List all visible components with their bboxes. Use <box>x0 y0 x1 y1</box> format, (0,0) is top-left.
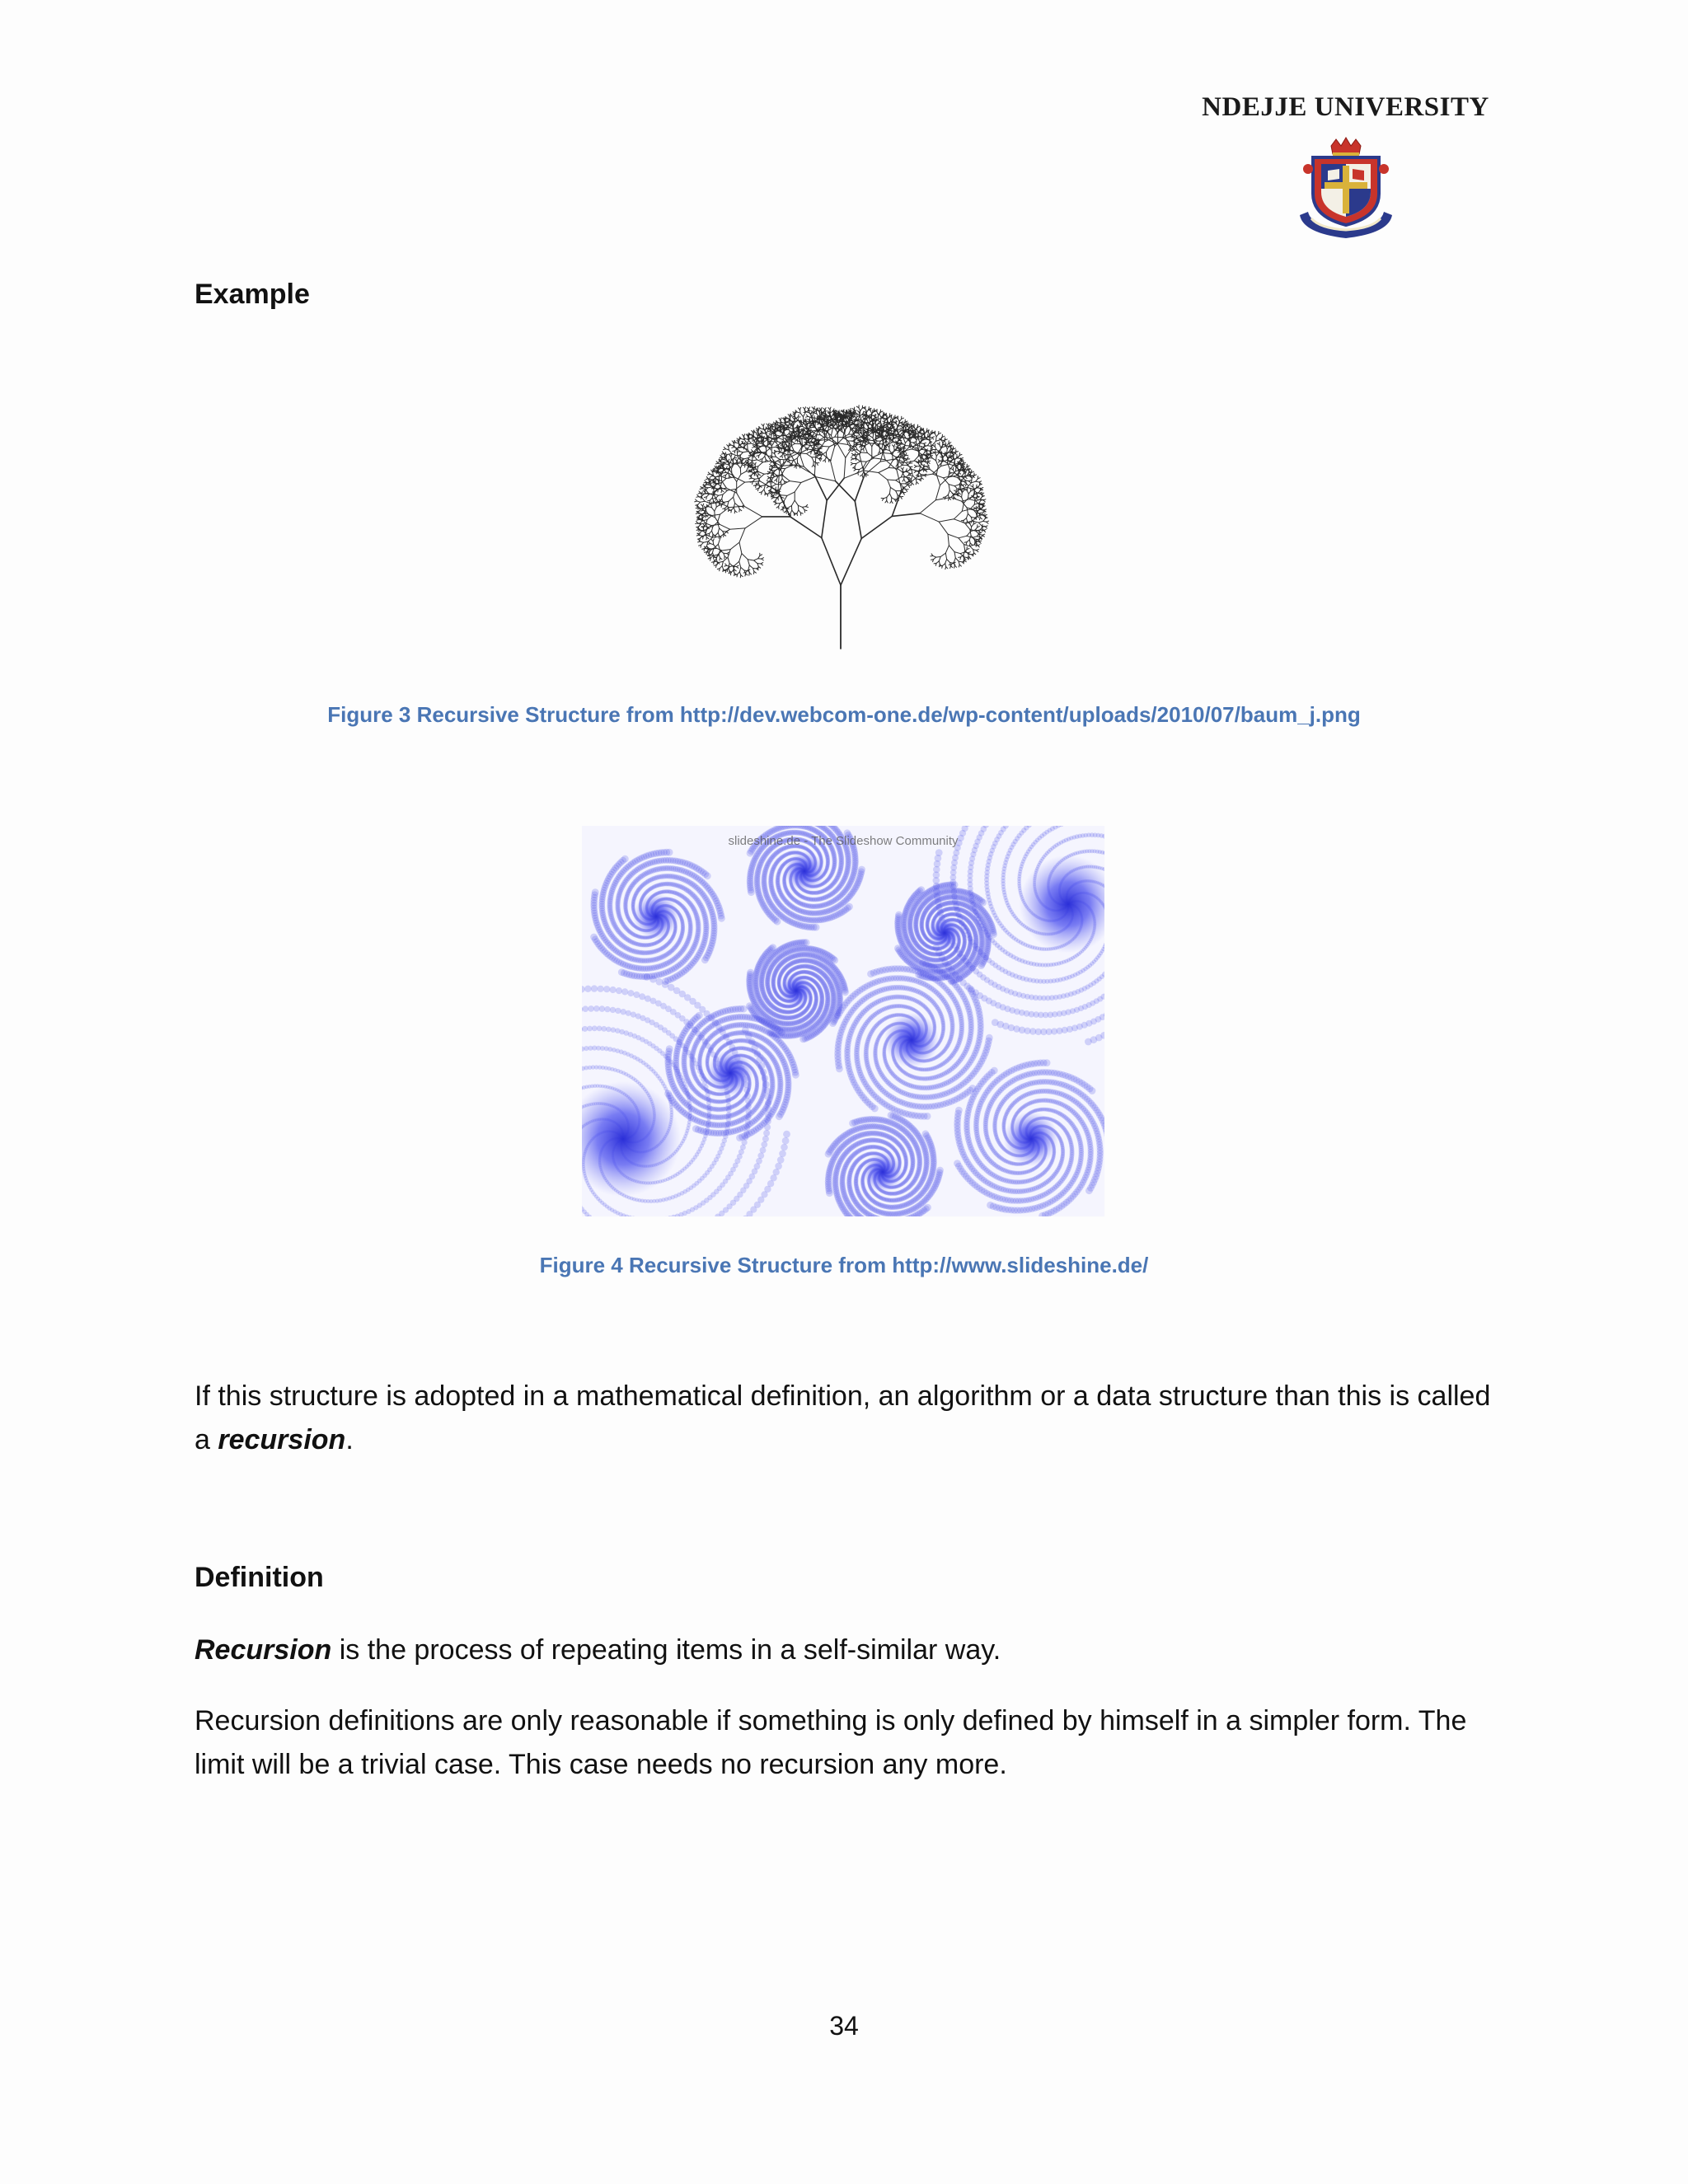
page-number: 34 <box>829 2011 859 2041</box>
university-name: NDEJJE UNIVERSITY <box>1202 92 1489 122</box>
emphasis-recursion: recursion <box>218 1424 346 1455</box>
paragraph-recursion-limit: Recursion definitions are only reasonable if something is only defined by himself in a simpler form. The limit will be a trivial case. This case needs no recursion any more. <box>195 1705 1467 1780</box>
figure-3-caption: Figure 3 Recursive Structure from http://dev.webcom-one.de/wp-content/uploads/2010/07/baum_j.png <box>327 702 1361 727</box>
paragraph-recursion-intro <box>195 1375 1497 1462</box>
figure-4-image <box>582 826 1104 1216</box>
paragraph-text: is the process of repeating items in a self-similar way. <box>331 1634 1001 1666</box>
paragraph-text: If this structure is adopted in a mathematical definition, an algorithm or a data structure than this is called a <box>195 1380 1491 1455</box>
figure-4-caption: Figure 4 Recursive Structure from http://www.slideshine.de/ <box>539 1253 1149 1277</box>
figure-4-watermark: slideshine.de - The Slideshow Community <box>728 834 959 848</box>
emphasis-recursion-term: Recursion <box>195 1634 332 1666</box>
paragraph-recursion-definition <box>195 1629 1497 1672</box>
section-heading-example: Example <box>195 279 310 310</box>
section-heading-definition: Definition <box>195 1562 324 1593</box>
paragraph-text-end: . <box>345 1424 354 1455</box>
julia-set-fractal-icon <box>582 826 1104 1216</box>
fractal-tree-icon <box>635 359 1047 651</box>
university-crest-icon <box>1295 136 1397 241</box>
university-header <box>1199 92 1492 241</box>
